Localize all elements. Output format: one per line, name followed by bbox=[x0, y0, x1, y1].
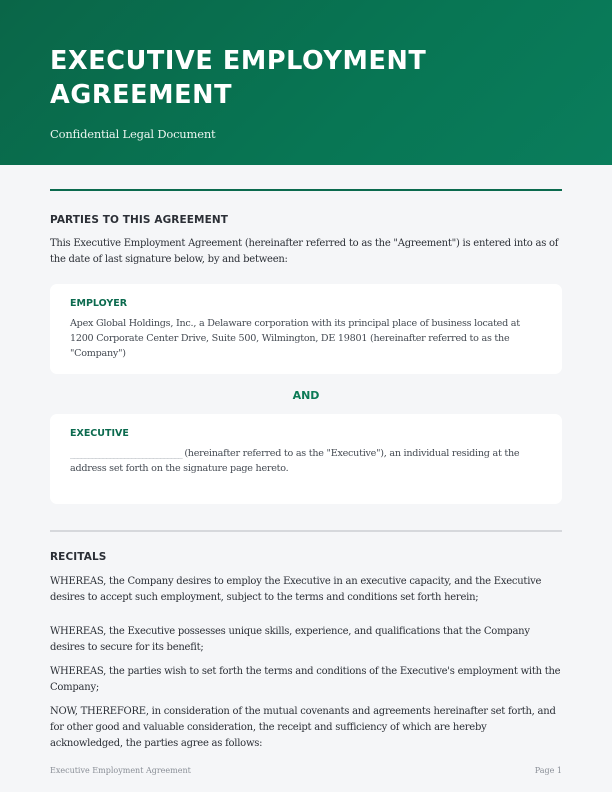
section-divider-gray bbox=[50, 530, 562, 532]
document-body bbox=[0, 189, 612, 752]
executive-description: (hereinafter referred to as the "Executive"), an individual residing at the address set forth on the signature page hereto. bbox=[70, 448, 520, 474]
recitals-section-title: RECITALS bbox=[50, 551, 107, 563]
document-subtitle: Confidential Legal Document bbox=[50, 127, 216, 141]
employer-text: Apex Global Holdings, Inc., a Delaware corporation with its principal place of business located at 1200 Corporate Center Drive, Suite 500, Wilmington, DE 19801 (hereinafter referred to as the "Company") bbox=[70, 318, 520, 359]
employer-label: EMPLOYER bbox=[70, 298, 128, 309]
employer-card bbox=[50, 284, 562, 374]
parties-section-title: PARTIES TO THIS AGREEMENT bbox=[50, 214, 228, 226]
document-title: EXECUTIVE EMPLOYMENT AGREEMENT bbox=[50, 46, 427, 110]
footer-page-number: Page 1 bbox=[534, 766, 562, 775]
document-header bbox=[0, 0, 612, 165]
parties-intro: This Executive Employment Agreement (hereinafter referred to as the "Agreement") is entered into as of the date of last signature below, by and between: bbox=[50, 238, 559, 265]
recital-item: WHEREAS, the Company desires to employ the Executive in an executive capacity, and the Executive desires to accept such employment, subject to the terms and conditions set forth herein; bbox=[50, 576, 542, 603]
executive-text bbox=[70, 446, 542, 476]
section-divider bbox=[50, 189, 562, 191]
recital-item: WHEREAS, the Executive possesses unique skills, experience, and qualifications that the Company desires to secure for its benefit; bbox=[50, 626, 530, 653]
and-separator: AND bbox=[292, 389, 320, 402]
recital-item: NOW, THEREFORE, in consideration of the mutual covenants and agreements hereinafter set forth, and for other good and valuable consideration, the receipt and sufficiency of which are hereby acknowledged, the parties agree as follows: bbox=[50, 706, 556, 749]
executive-label: EXECUTIVE bbox=[70, 428, 129, 439]
page-footer bbox=[50, 766, 562, 775]
recital-item: WHEREAS, the parties wish to set forth the terms and conditions of the Executive's employment with the Company; bbox=[50, 666, 561, 693]
footer-document-name: Executive Employment Agreement bbox=[50, 766, 191, 775]
executive-name-blank[interactable]: _______________________________ bbox=[70, 448, 182, 459]
executive-card bbox=[50, 414, 562, 504]
